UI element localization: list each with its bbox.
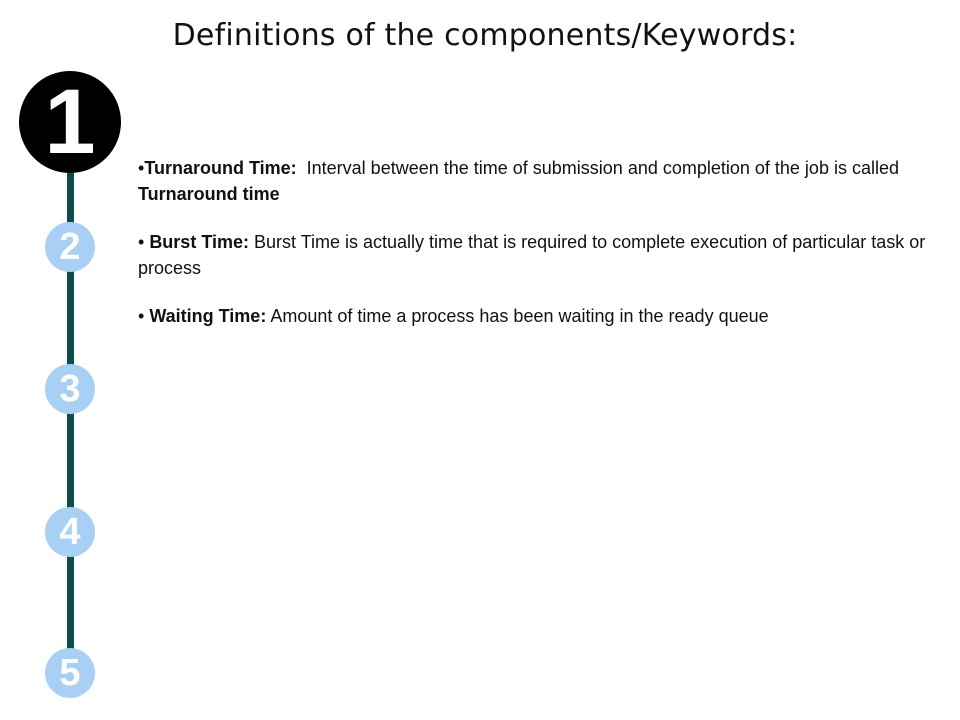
- definition-waiting-time: [138, 303, 938, 329]
- definition-term-end: Turnaround time: [138, 184, 280, 204]
- definition-term: Waiting Time:: [149, 306, 267, 326]
- bullet: •: [138, 158, 145, 178]
- definition-term: Burst Time:: [149, 232, 249, 252]
- step-4[interactable]: 4: [45, 507, 95, 557]
- step-1-active[interactable]: 1: [19, 71, 121, 173]
- definitions-list: [138, 155, 938, 351]
- step-2[interactable]: 2: [45, 222, 95, 272]
- bullet: •: [138, 232, 150, 252]
- bullet: •: [138, 306, 150, 326]
- definition-turnaround-time: [138, 155, 938, 207]
- definition-text: Burst Time is actually time that is required to complete execution of particular task or process: [138, 232, 926, 278]
- step-5[interactable]: 5: [45, 648, 95, 698]
- definition-burst-time: [138, 229, 938, 281]
- step-3[interactable]: 3: [45, 364, 95, 414]
- definition-text: Interval between the time of submission and completion of the job is called: [296, 158, 904, 178]
- definition-term: Turnaround Time:: [144, 158, 297, 178]
- definition-text: Amount of time a process has been waiting in the ready queue: [266, 306, 769, 326]
- page-title: Definitions of the components/Keywords:: [172, 18, 798, 53]
